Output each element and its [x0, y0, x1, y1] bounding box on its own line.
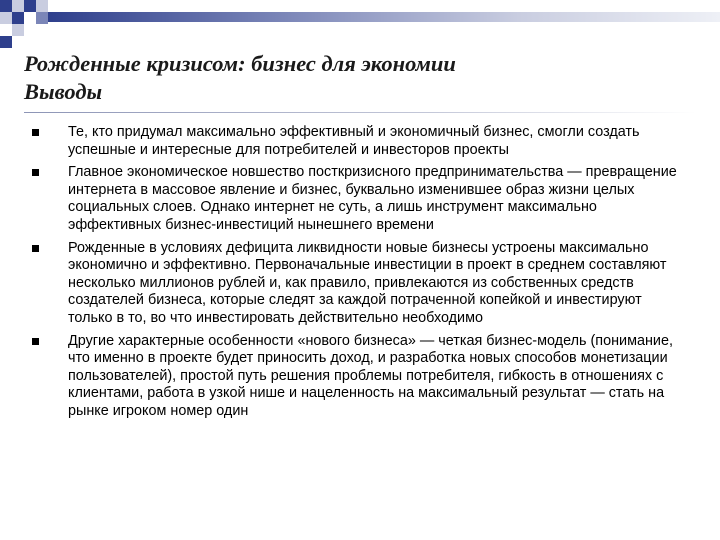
- corner-square: [12, 0, 24, 12]
- square-bullet-icon: [32, 338, 39, 345]
- corner-square: [0, 12, 12, 24]
- bullet-text: Главное экономическое новшество посткризисного предпринимательства — превращение интернета в массовое явление и бизнес, буквально изменившее образ жизни целых социальных слоев. Однако интернет не суть, а лишь инструмент максимально эффективных бизнес-инвестиций нынешнего времени: [68, 164, 677, 233]
- header-gradient-bar: [48, 12, 720, 22]
- corner-square: [36, 12, 48, 24]
- bullet-list: [28, 124, 688, 426]
- bullet-item: [28, 124, 688, 159]
- corner-square: [24, 12, 36, 24]
- corner-square: [36, 0, 48, 12]
- square-bullet-icon: [32, 169, 39, 176]
- bullet-text: Рожденные в условиях дефицита ликвидности новые бизнесы устроены максимально экономично и эффективно. Первоначальные инвестиции в проект в среднем составляют несколько миллионов рублей и, как правило, привлекаются из собственных средств создателей бизнеса, которые следят за каждой потраченной копейкой и инвестируют только в то, во что инвестировать действительно необходимо: [68, 239, 667, 326]
- title-divider: [24, 112, 696, 113]
- corner-square: [12, 24, 24, 36]
- slide-subtitle-line: Выводы: [24, 79, 103, 104]
- square-bullet-icon: [32, 129, 39, 136]
- bullet-item: [28, 333, 688, 421]
- square-bullet-icon: [32, 245, 39, 252]
- bullet-text: Те, кто придумал максимально эффективный и экономичный бизнес, смогли создать успешные и интересные для потребителей и инвесторов проекты: [68, 124, 640, 158]
- corner-square: [24, 0, 36, 12]
- bullet-item: [28, 164, 688, 234]
- corner-square: [12, 12, 24, 24]
- bullet-item: [28, 240, 688, 328]
- slide-title-line: Рожденные кризисом: бизнес для экономии: [24, 51, 456, 76]
- corner-square: [0, 0, 12, 12]
- corner-square: [0, 36, 12, 48]
- bullet-text: Другие характерные особенности «нового бизнеса» — четкая бизнес-модель (понимание, что именно в проекте будет приносить доход, и разработка новых способов монетизации пользователей), простой путь решения проблемы потребителя, гибкость в отношениях с клиентами, работа в узкой нише и нацеленность на максимальный результат — стать на рынке игроком номер один: [68, 332, 673, 419]
- slide-title: [24, 50, 704, 106]
